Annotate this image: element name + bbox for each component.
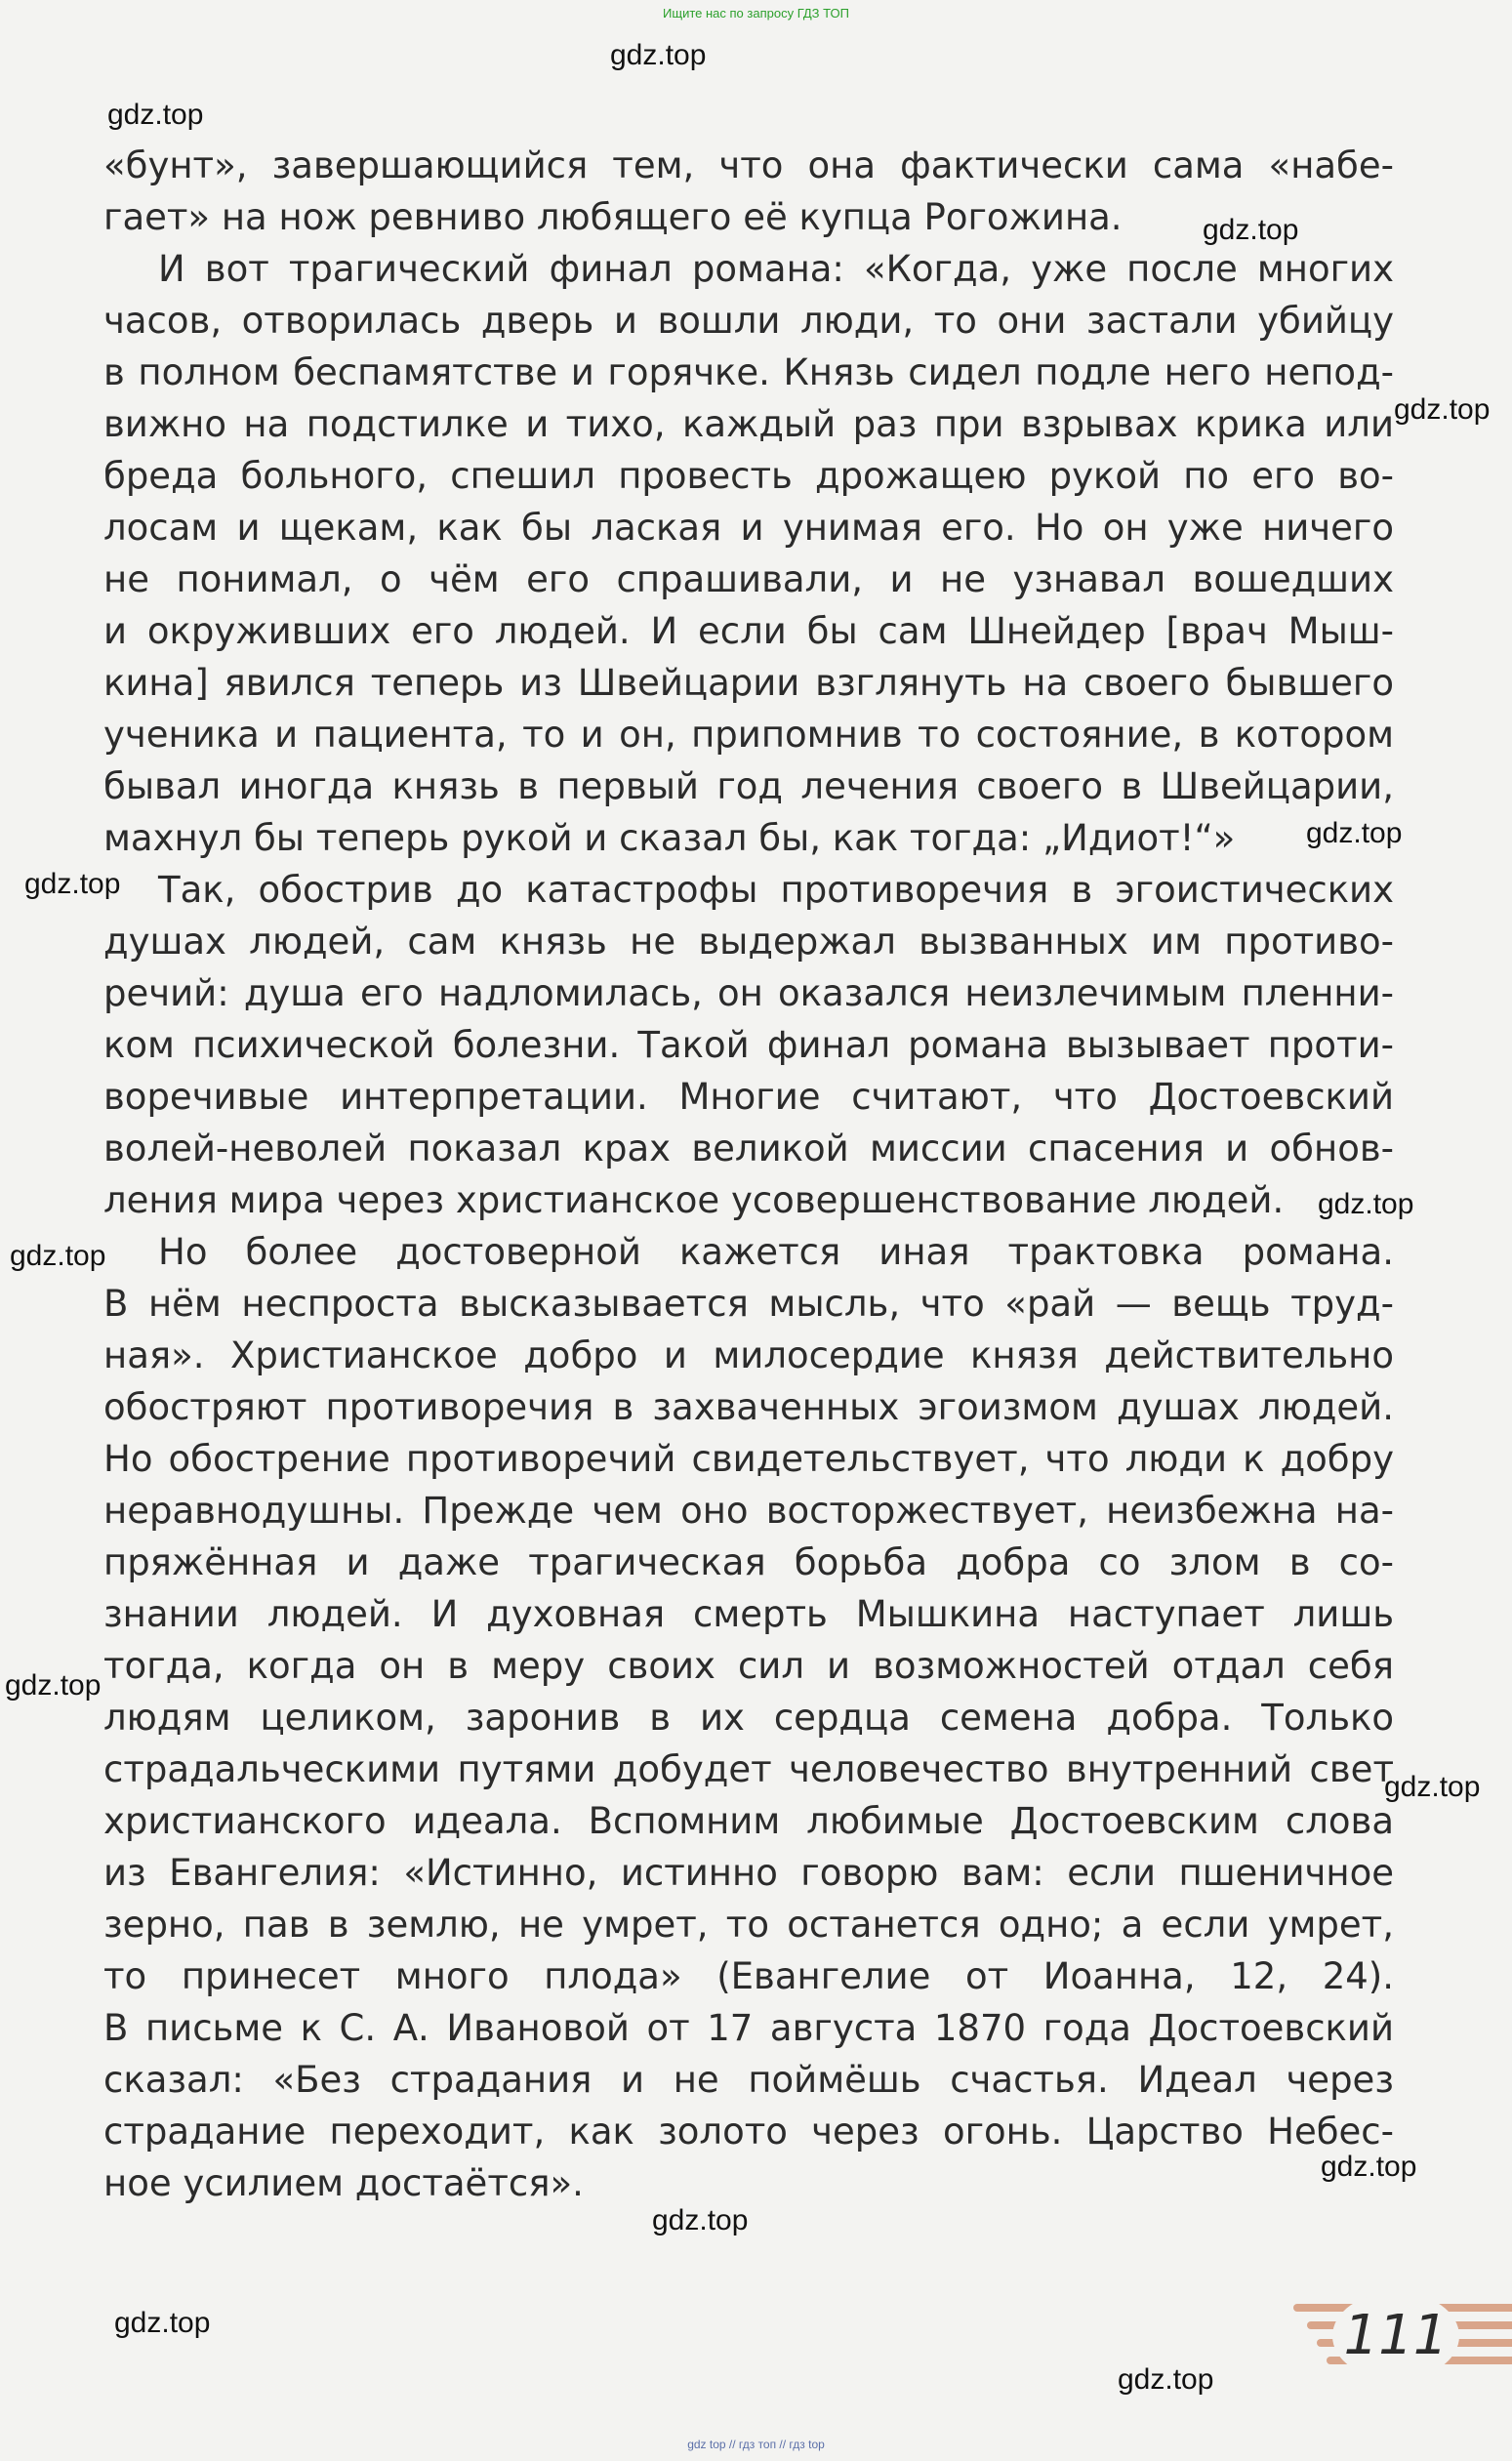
text-line: неравнодушны. Прежде чем оно восторжествует, неизбежна на- — [103, 1490, 1394, 1532]
body-text — [103, 140, 1394, 2209]
text-line: людям целиком, заронив в их сердца семена добра. Только — [103, 1697, 1394, 1739]
text-line: Но более достоверной кажется иная трактовка романа. — [158, 1231, 1394, 1273]
text-line: Но обострение противоречий свидетельствует, что люди к добру — [103, 1438, 1394, 1480]
watermark: gdz.top — [652, 2204, 749, 2236]
watermark: gdz.top — [114, 2307, 211, 2339]
text-line: то принесет много плода» (Евангелие от Иоанна, 12, 24). — [103, 1955, 1394, 1997]
watermark: gdz.top — [5, 1669, 102, 1702]
text-line: волей-неволей показал крах великой миссии спасения и обнов- — [103, 1128, 1394, 1169]
watermark: gdz.top — [1321, 2151, 1417, 2183]
footer-note: gdz top // гдз топ // гдз top — [687, 2438, 825, 2451]
watermark: gdz.top — [1203, 214, 1299, 246]
watermark: gdz.top — [1118, 2363, 1214, 2396]
watermark: gdz.top — [1384, 1771, 1481, 1803]
text-line: ученика и пациента, то и он, припомнив то состояние, в котором — [103, 714, 1394, 756]
text-line: сказал: «Без страдания и не поймёшь счастья. Идеал через — [103, 2059, 1394, 2101]
text-line: ная». Христианское добро и милосердие князя действительно — [103, 1334, 1394, 1376]
text-line: кина] явился теперь из Швейцарии взглянуть на своего бывшего — [103, 662, 1394, 704]
watermark: gdz.top — [1306, 817, 1403, 849]
text-line: речий: душа его надломилась, он оказался неизлечимым пленни- — [103, 972, 1394, 1014]
text-line: ления мира через христианское усовершенствование людей. — [103, 1179, 1285, 1221]
text-line: воречивые интерпретации. Многие считают, что Достоевский — [103, 1076, 1394, 1118]
text-line: страдальческими путями добудет человечество внутренний свет — [103, 1748, 1394, 1790]
text-line: обостряют противоречия в захваченных эгоизмом душах людей. — [103, 1386, 1394, 1428]
text-line: не понимал, о чём его спрашивали, и не узнавал вошедших — [103, 558, 1394, 600]
watermark: gdz.top — [1394, 393, 1491, 426]
text-line: вижно на подстилке и тихо, каждый раз при взрывах крика или — [103, 403, 1394, 445]
text-line: Так, обострив до катастрофы противоречия в эгоистических — [158, 869, 1394, 911]
text-line: знании людей. И духовная смерть Мышкина наступает лишь — [103, 1593, 1394, 1635]
text-line: ком психической болезни. Такой финал романа вызывает проти- — [103, 1024, 1394, 1066]
text-line: И вот трагический финал романа: «Когда, уже после многих — [158, 248, 1394, 290]
text-line: христианского идеала. Вспомним любимые Достоевским слова — [103, 1800, 1394, 1842]
text-line: страдание переходит, как золото через огонь. Царство Небес- — [103, 2111, 1394, 2153]
text-line: душах людей, сам князь не выдержал вызванных им противо- — [103, 921, 1394, 963]
watermark: gdz.top — [24, 868, 121, 900]
text-line: в полном беспамятстве и горячке. Князь сидел подле него непод- — [103, 351, 1394, 393]
text-line: ное усилием достаётся». — [103, 2162, 584, 2204]
watermark: gdz.top — [1318, 1188, 1414, 1220]
text-line: В письме к С. А. Ивановой от 17 августа 1870 года Достоевский — [103, 2007, 1394, 2049]
page-number-badge — [1293, 2284, 1512, 2392]
text-line: зерно, пав в землю, не умрет, то останется одно; а если умрет, — [103, 1904, 1394, 1946]
watermark: gdz.top — [10, 1240, 106, 1272]
header-search-note: Ищите нас по запросу ГДЗ ТОП — [663, 6, 849, 21]
text-line: из Евангелия: «Истинно, истинно говорю вам: если пшеничное — [103, 1852, 1394, 1894]
text-line: махнул бы теперь рукой и сказал бы, как тогда: „Идиот!“» — [103, 817, 1236, 859]
text-line: «бунт», завершающийся тем, что она фактически сама «набе- — [103, 144, 1394, 186]
watermark: gdz.top — [107, 99, 204, 131]
text-line: и окруживших его людей. И если бы сам Шнейдер [врач Мыш- — [103, 610, 1394, 652]
page-number: 111 — [1332, 2292, 1459, 2380]
text-line: В нём неспроста высказывается мысль, что «рай — вещь труд- — [103, 1283, 1394, 1325]
text-line: тогда, когда он в меру своих сил и возможностей отдал себя — [103, 1645, 1394, 1687]
text-line: бреда больного, спешил провесть дрожащею рукой по его во- — [103, 455, 1394, 497]
text-line: пряжённая и даже трагическая борьба добра со злом в со- — [103, 1541, 1394, 1583]
watermark: gdz.top — [610, 39, 707, 71]
text-line: лосам и щекам, как бы лаская и унимая его. Но он уже ничего — [103, 507, 1394, 549]
text-line: бывал иногда князь в первый год лечения своего в Швейцарии, — [103, 765, 1394, 807]
text-line: часов, отворилась дверь и вошли люди, то они застали убийцу — [103, 300, 1394, 342]
text-line: гает» на нож ревниво любящего её купца Рогожина. — [103, 196, 1123, 238]
